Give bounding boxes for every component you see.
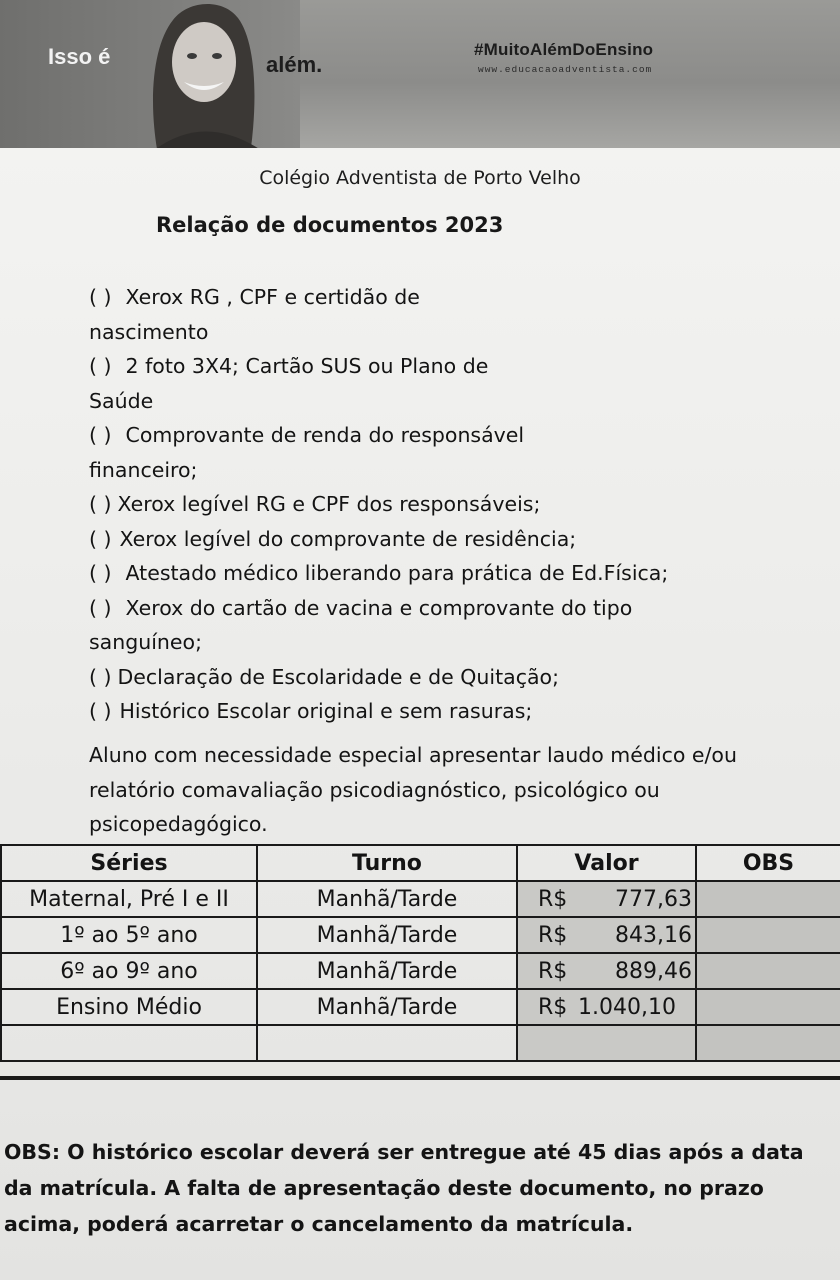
checklist-item-text: Declaração de Escolaridade e de Quitação;: [117, 664, 559, 689]
checklist-item-continuation: financeiro;: [89, 457, 198, 482]
banner-website: www.educacaoadventista.com: [478, 64, 653, 75]
checkbox-mark: ( ): [89, 285, 112, 309]
checklist-item-text: Xerox RG , CPF e certidão de: [125, 285, 420, 309]
banner-hashtag: #MuitoAlémDoEnsino: [474, 40, 654, 59]
checklist-item: [89, 418, 809, 453]
student-photo: [128, 0, 278, 150]
banner-slogan-right: além.: [266, 52, 323, 77]
checklist-item-text: Xerox legível do comprovante de residência;: [119, 526, 577, 551]
page-title: Relação de documentos 2023: [156, 213, 504, 237]
obs-cell: [696, 989, 840, 1025]
footer-observation: OBS: O histórico escolar deverá ser entregue até 45 dias após a data da matrícula. A falta de apresentação deste documento, no prazo acima, poderá acarretar o cancelamento da matrícula.: [4, 1140, 804, 1236]
table-row: [1, 881, 840, 917]
special-needs-note: Aluno com necessidade especial apresentar laudo médico e/ou relatório comavaliação psicodiagnóstico, psicológico ou psicopedagógico.: [89, 743, 737, 836]
document-checklist: [89, 280, 809, 729]
turno-cell: Manhã/Tarde: [257, 953, 517, 989]
checklist-item-text: Xerox legível RG e CPF dos responsáveis;: [117, 492, 541, 516]
checklist-item-text: Comprovante de renda do responsável: [125, 423, 525, 447]
table-header-row: [1, 845, 840, 881]
valor-cell: [517, 881, 696, 917]
currency-label: R$: [538, 958, 568, 984]
valor-cell: [517, 989, 696, 1025]
valor-cell: [517, 917, 696, 953]
table-bottom-rule: [0, 1076, 840, 1080]
checklist-item: [89, 660, 809, 695]
amount: 843,16: [615, 922, 692, 948]
serie-cell: Ensino Médio: [1, 989, 257, 1025]
serie-cell: Maternal, Pré I e II: [1, 881, 257, 917]
empty-valor-cell: [517, 1025, 696, 1061]
column-header-obs: OBS: [696, 845, 840, 881]
table-row: [1, 989, 840, 1025]
checklist-item-text: Histórico Escolar original e sem rasuras;: [119, 699, 533, 723]
amount: 889,46: [615, 958, 692, 984]
promo-banner: [0, 0, 840, 150]
table-row-empty: [1, 1025, 840, 1061]
table-row: [1, 917, 840, 953]
checkbox-mark: ( ): [89, 526, 112, 551]
checkbox-mark: ( ): [89, 561, 112, 585]
column-header-valor: Valor: [517, 845, 696, 881]
checklist-item-text: Atestado médico liberando para prática de Ed.Física;: [125, 561, 669, 585]
school-name: Colégio Adventista de Porto Velho: [259, 167, 581, 189]
column-header-turno: Turno: [257, 845, 517, 881]
checklist-item: [89, 694, 809, 729]
checklist-item-text: Xerox do cartão de vacina e comprovante do tipo: [125, 595, 633, 620]
obs-cell: [696, 917, 840, 953]
checkbox-mark: ( ): [89, 354, 112, 378]
turno-cell: Manhã/Tarde: [257, 989, 517, 1025]
checklist-item: [89, 522, 809, 557]
checklist-item-text: 2 foto 3X4; Cartão SUS ou Plano de: [125, 354, 489, 378]
empty-cell: [1, 1025, 257, 1061]
checklist-item: [89, 556, 809, 591]
checklist-item: [89, 349, 809, 384]
obs-cell: [696, 953, 840, 989]
checkbox-mark: ( ): [89, 664, 112, 689]
turno-cell: Manhã/Tarde: [257, 881, 517, 917]
table-row: [1, 953, 840, 989]
checklist-item-continuation: Saúde: [89, 388, 154, 413]
currency-label: R$: [538, 922, 568, 948]
currency-label: R$: [538, 994, 568, 1020]
checkbox-mark: ( ): [89, 595, 112, 620]
obs-cell: [696, 881, 840, 917]
tuition-table: [0, 844, 840, 1062]
banner-slogan-left: Isso é: [48, 44, 111, 69]
checklist-item: [89, 591, 809, 626]
empty-cell: [257, 1025, 517, 1061]
checklist-item-continuation: nascimento: [89, 319, 209, 344]
amount: 777,63: [615, 886, 692, 912]
serie-cell: 1º ao 5º ano: [1, 917, 257, 953]
serie-cell: 6º ao 9º ano: [1, 953, 257, 989]
checkbox-mark: ( ): [89, 699, 112, 723]
valor-cell: [517, 953, 696, 989]
checkbox-mark: ( ): [89, 492, 112, 516]
checklist-item: [89, 487, 809, 522]
turno-cell: Manhã/Tarde: [257, 917, 517, 953]
checkbox-mark: ( ): [89, 423, 112, 447]
column-header-series: Séries: [1, 845, 257, 881]
empty-obs-cell: [696, 1025, 840, 1061]
checklist-item: [89, 280, 809, 315]
checklist-item-continuation: sanguíneo;: [89, 630, 202, 654]
amount: 1.040,10: [578, 994, 676, 1020]
currency-label: R$: [538, 886, 568, 912]
